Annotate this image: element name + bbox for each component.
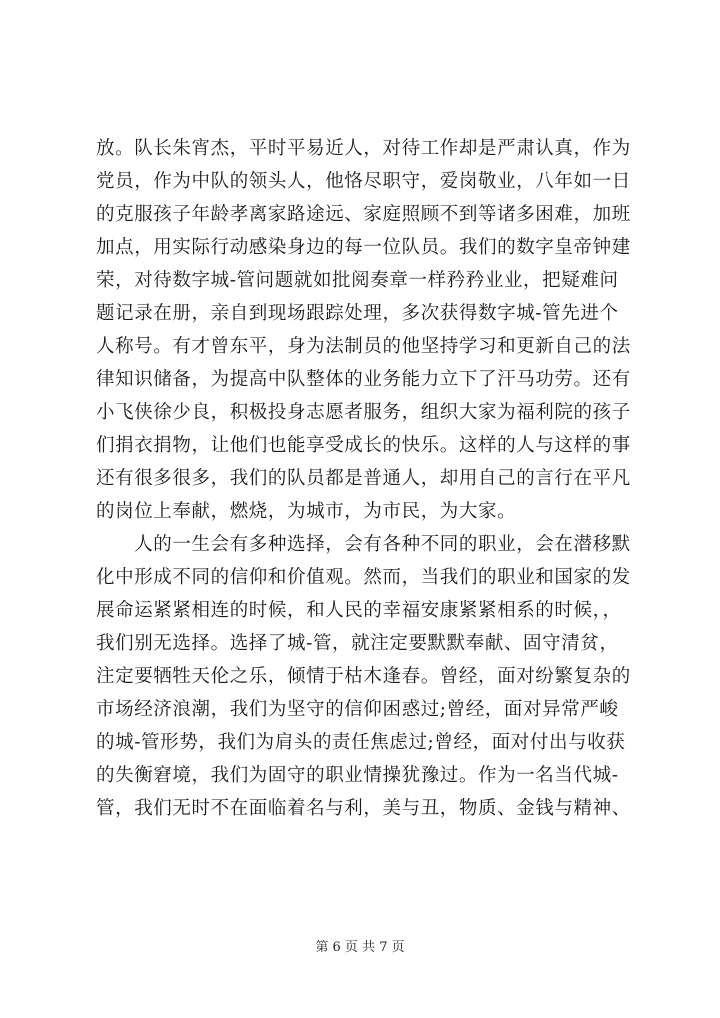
text-line: 党员，作为中队的领头人，他恪尽职守，爱岗敬业，八年如一日 — [96, 171, 631, 192]
text-line: 题记录在册，亲自到现场跟踪处理，多次获得数字城-管先进个 — [96, 303, 619, 324]
page-number-footer: 第 6 页 共 7 页 — [315, 940, 405, 955]
text-line: 放。队长朱宵杰，平时平易近人，对待工作却是严肃认真，作为 — [96, 138, 631, 159]
text-line: 们捐衣捐物，让他们也能享受成长的快乐。这样的人与这样的事 — [96, 435, 631, 456]
text-line: 的失衡窘境，我们为固守的职业情操犹豫过。作为一名当代城- — [96, 765, 619, 786]
text-line: 我们别无选择。选择了城-管，就注定要默默奉献、固守清贫， — [96, 633, 619, 654]
text-line: 律知识储备，为提高中队整体的业务能力立下了汗马功劳。还有 — [96, 369, 631, 390]
text-line: 荣，对待数字城-管问题就如批阅奏章一样矜矜业业，把疑难问 — [96, 270, 619, 291]
text-line: 展命运紧紧相连的时候，和人民的幸福安康紧紧相系的时候，， — [96, 600, 622, 621]
text-line: 人称号。有才曾东平，身为法制员的他坚持学习和更新自己的法 — [96, 336, 631, 357]
text-line: 的克服孩子年龄孝离家路途远、家庭照顾不到等诸多困难，加班 — [96, 204, 631, 225]
text-line: 还有很多很多，我们的队员都是普通人，却用自己的言行在平凡 — [96, 468, 631, 489]
text-line: 管，我们无时不在面临着名与利，美与丑，物质、金钱与精神、 — [96, 798, 631, 819]
text-line: 的岗位上奉献，燃烧，为城市，为市民，为大家。 — [96, 501, 517, 522]
body-text — [96, 132, 636, 825]
text-line: 加点，用实际行动感染身边的每一位队员。我们的数字皇帝钟建 — [96, 237, 631, 258]
text-line: 人的一生会有多种选择，会有各种不同的职业，会在潜移默 — [96, 534, 631, 555]
text-line: 小飞侠徐少良，积极投身志愿者服务，组织大家为福利院的孩子 — [96, 402, 631, 423]
text-line: 的城-管形势，我们为肩头的责任焦虑过;曾经，面对付出与收获 — [96, 732, 626, 753]
text-line: 市场经济浪潮，我们为坚守的信仰困惑过;曾经，面对异常严峻 — [96, 699, 619, 720]
text-line: 化中形成不同的信仰和价值观。然而，当我们的职业和国家的发 — [96, 567, 631, 588]
text-line: 注定要牺牲天伦之乐，倾情于枯木逢春。曾经，面对纷繁复杂的 — [96, 666, 631, 687]
